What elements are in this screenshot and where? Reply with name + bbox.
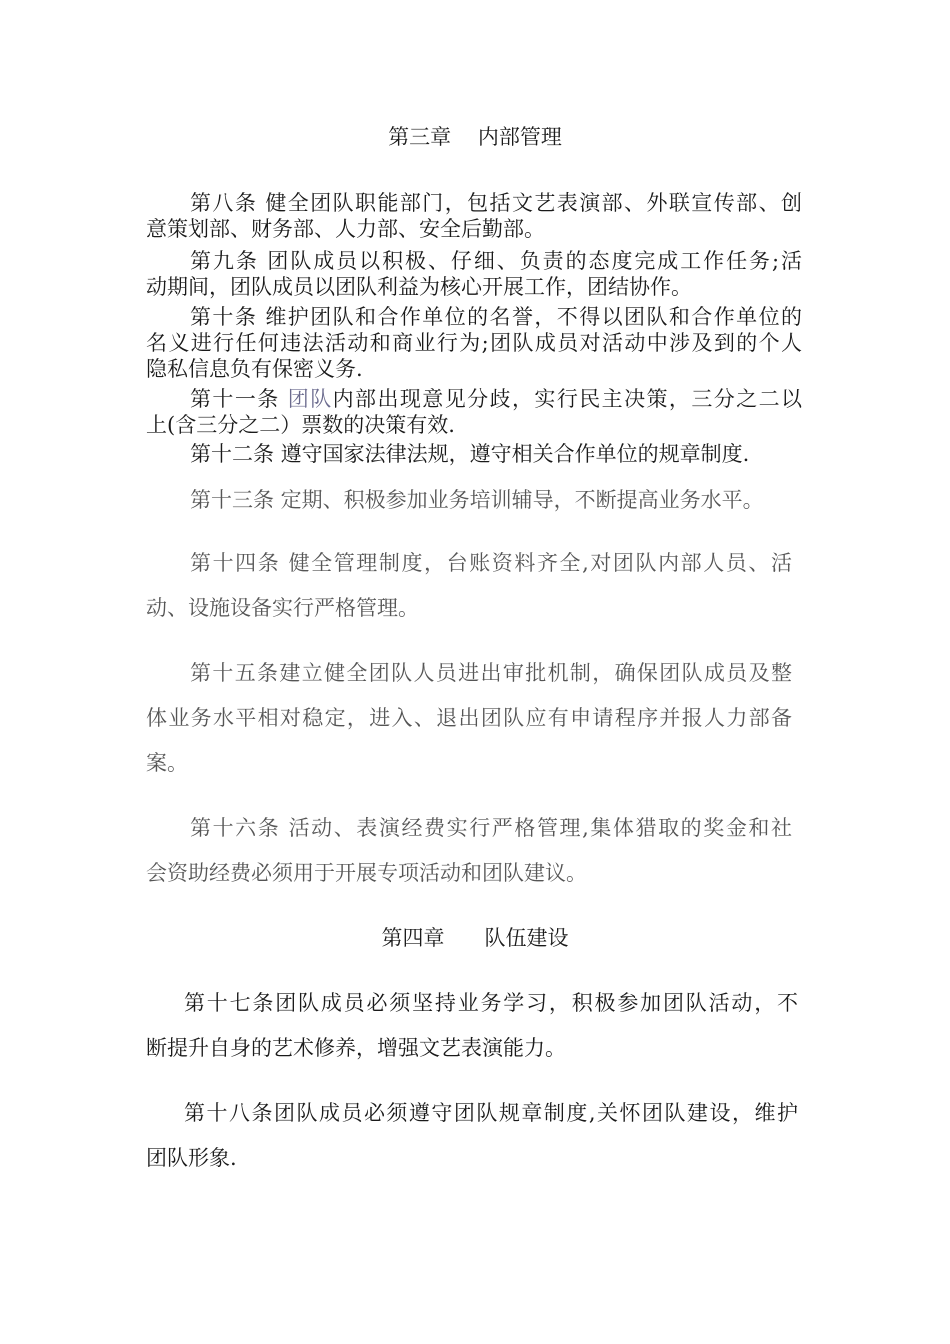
article-18-line-2: 团队形象.	[146, 1146, 237, 1170]
article-11-rest: 内部出现意见分歧，实行民主决策，三分之二以	[332, 387, 803, 411]
article-10-line-1: 第十条 维护团队和合作单位的名誉，不得以团队和合作单位的	[190, 305, 802, 329]
article-15-line-1: 第十五条建立健全团队人员进出审批机制，确保团队成员及整	[190, 661, 792, 685]
article-11-prefix: 第十一条	[190, 387, 288, 411]
article-11-highlight: 团队	[287, 387, 333, 411]
article-14-line-2: 动、设施设备实行严格管理。	[146, 596, 419, 620]
article-11-line-1	[190, 386, 802, 412]
article-9-line-1: 第九条 团队成员以积极、仔细、负责的态度完成工作任务;活	[190, 249, 802, 273]
article-13-line-1: 第十三条 定期、积极参加业务培训辅导，不断提高业务水平。	[190, 488, 764, 512]
article-12-line-1: 第十二条 遵守国家法律法规，遵守相关合作单位的规章制度.	[190, 442, 750, 466]
article-10-line-3: 隐私信息负有保密义务.	[146, 357, 363, 381]
article-15-line-3: 案。	[146, 751, 188, 775]
article-8-line-1: 第八条 健全团队职能部门，包括文艺表演部、外联宣传部、创	[190, 191, 802, 215]
article-17-line-1: 第十七条团队成员必须坚持业务学习，积极参加团队活动，不	[184, 991, 798, 1015]
article-14-line-1: 第十四条 健全管理制度，台账资料齐全,对团队内部人员、活	[190, 551, 792, 575]
chapter-4-title: 第四章 队伍建设	[381, 926, 569, 950]
chapter-3-title: 第三章 内部管理	[388, 125, 562, 149]
article-16-line-1: 第十六条 活动、表演经费实行严格管理,集体猎取的奖金和社	[190, 816, 792, 840]
article-11-line-2: 上(含三分之二）票数的决策有效.	[146, 413, 455, 437]
article-17-line-2: 断提升自身的艺术修养，增强文艺表演能力。	[146, 1036, 566, 1060]
article-8-line-2: 意策划部、财务部、人力部、安全后勤部。	[146, 217, 545, 241]
article-9-line-2: 动期间，团队成员以团队利益为核心开展工作，团结协作。	[146, 275, 692, 299]
article-18-line-1: 第十八条团队成员必须遵守团队规章制度,关怀团队建设，维护	[184, 1101, 798, 1125]
article-16-line-2: 会资助经费必须用于开展专项活动和团队建议。	[146, 861, 587, 885]
article-15-line-2: 体业务水平相对稳定，进入、退出团队应有申请程序并报人力部备	[146, 706, 792, 730]
article-10-line-2: 名义进行任何违法活动和商业行为;团队成员对活动中涉及到的个人	[146, 331, 802, 355]
